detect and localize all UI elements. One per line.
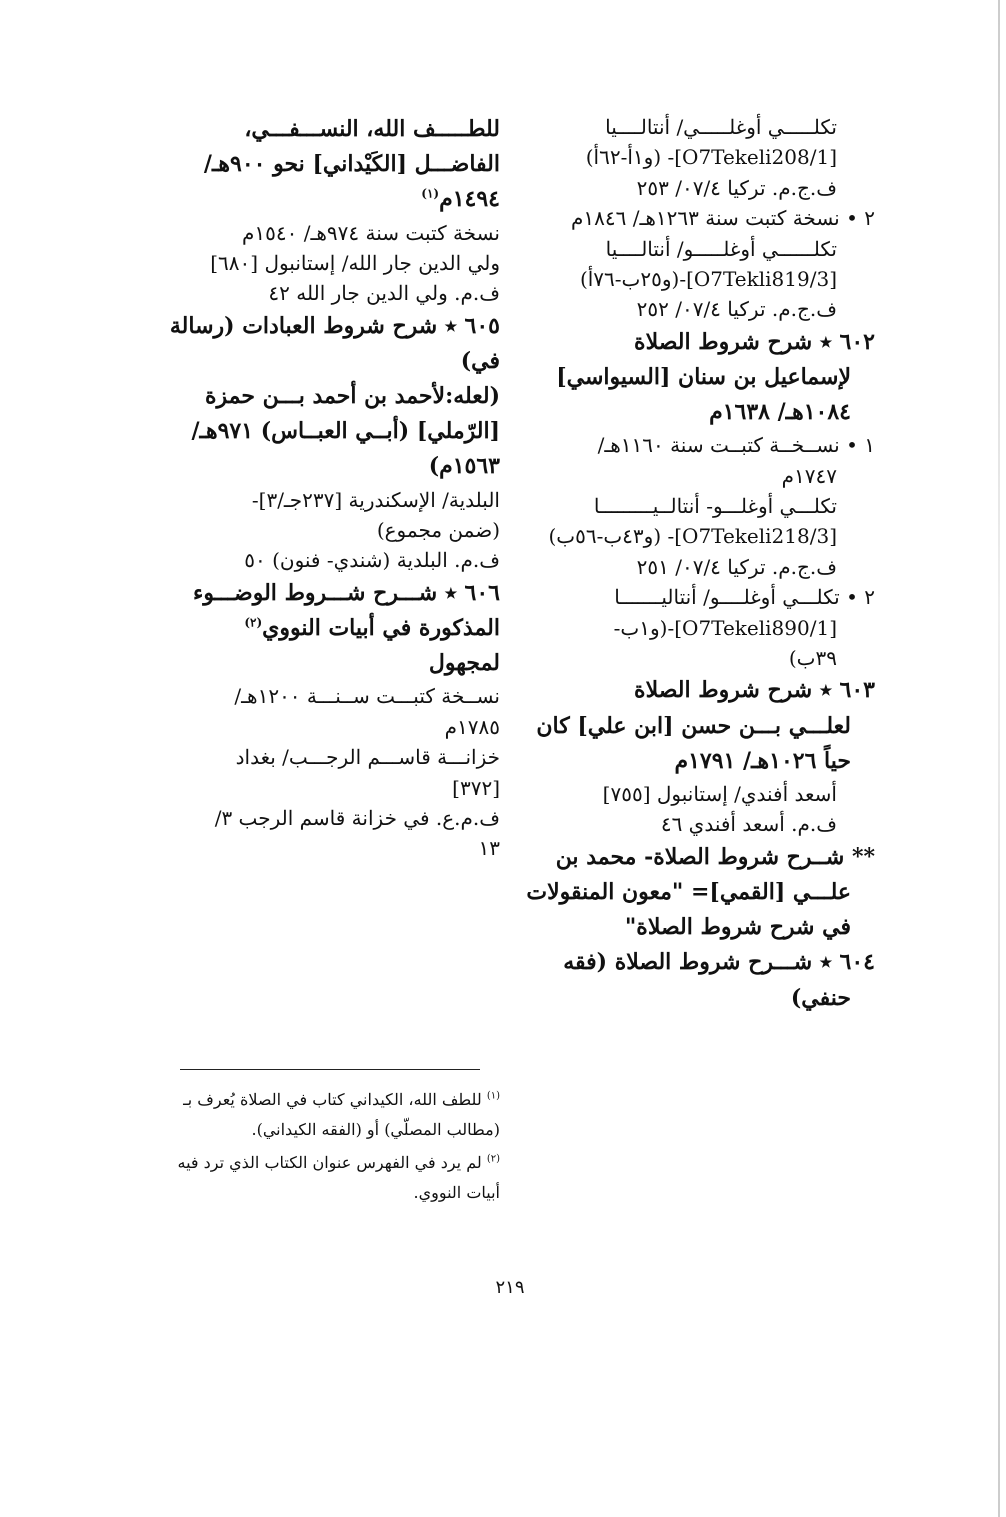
entry-author: للطـــــف الله، النســـفـــي، — [244, 116, 500, 142]
text-line: ولي الدين جار الله/ إستانبول [٦٨٠] — [210, 250, 500, 275]
text-line: ف.م. ولي الدين جار الله ٤٢ — [268, 281, 500, 306]
text-line: تكلـــــي أوغلـــــي/ أنتالــــيا — [605, 115, 837, 139]
text-line: نسخة كتبت سنة ٩٧٤هـ/ ١٥٤٠م — [242, 220, 500, 245]
text-line: نســخة كتبـــت ســنـــة ١٢٠٠هـ/ — [234, 684, 500, 709]
page-number: ٢١٩ — [495, 1277, 525, 1298]
entry-author: علـــي [القمي]= "معون المنقولات — [526, 878, 851, 905]
footnote-text: لم يرد في الفهرس عنوان الكتاب الذي ترد فيه أبيات النووي. — [177, 1152, 500, 1203]
entry-heading: ٦٠٤ ٭ شـــرح شروط الصلاة (فقه — [563, 949, 875, 976]
footnote-2 — [160, 1148, 500, 1209]
entry-date — [160, 182, 500, 217]
text-line: ١٧٤٧م — [781, 463, 837, 488]
entry-title: في شرح شروط الصلاة" — [624, 914, 851, 941]
text-line: ١٧٨٥م — [444, 714, 500, 739]
text-line: ف.ج.م. تركيا ٠٧/٤/ ٢٥٣ — [636, 175, 837, 200]
entry-heading: ٦٠٣ ٭ شرح شروط الصلاة — [634, 677, 875, 704]
footnote-1 — [160, 1085, 500, 1146]
text-line: [O7Tekeli208/1]- (و١أ-٦٢أ) — [585, 145, 837, 170]
text-line: ف.م. أسعد أفندي ٤٦ — [660, 812, 837, 837]
entry-title: في) — [460, 347, 500, 374]
text-line: تكلـــي أوغلـــو- أنتالــيـــــــــا — [593, 494, 837, 519]
left-column — [160, 112, 500, 864]
entry-date: ١٠٨٤هـ/ ١٦٣٨م — [709, 399, 851, 426]
entry-title: حنفي) — [790, 984, 851, 1011]
text-line: [O7Tekeli890/1]-(و١ب- — [613, 615, 837, 640]
entry-heading: ** شــرح شروط الصلاة- محمد بن — [555, 843, 875, 870]
text-line: ف.م. البلدية (شندي- فنون) ٥٠ — [244, 548, 500, 573]
entry-date-text: ١٤٩٤م — [439, 186, 500, 213]
entry-title — [160, 611, 500, 646]
footnote-mark: (٢) — [486, 1153, 500, 1165]
text-line: تكلــــــي أوغلـــــو/ أنتالــــيا — [605, 236, 837, 261]
text-line: (ضمن مجموع) — [376, 518, 500, 543]
footnote-text: للطف الله، الكيداني كتاب في الصلاة يُعرف بـ (مطالب المصلّي) أو (الفقه الكيداني). — [183, 1090, 500, 1140]
right-column — [525, 112, 875, 1016]
text-line: خزانـــة قاســـم الرجـــب/ بغداد — [235, 745, 500, 770]
entry-date: ١٥٦٣م) — [428, 453, 500, 480]
entry-author: لإسماعيل بن سنان [السيواسي] — [556, 363, 851, 390]
entry-date: حياً ١٠٢٦هـ/ ١٧٩١م — [674, 747, 851, 774]
text-line: ف.ج.م. تركيا ٠٧/٤/ ٢٥١ — [636, 554, 837, 579]
text-line: ف.ج.م. تركيا ٠٧/٤/ ٢٥٢ — [636, 297, 837, 322]
entry-author: لمجهول — [428, 650, 500, 677]
entry-author: لعلـــي بـــن حسن [ابن علي] كان — [536, 712, 851, 739]
footnote-ref: (٢) — [244, 615, 263, 630]
footnote-mark: (١) — [486, 1090, 500, 1102]
footnotes — [160, 1085, 500, 1211]
footnote-divider — [180, 1069, 480, 1070]
text-line: ١٣ — [478, 836, 500, 861]
entry-author: الفاضـــل [الكَيْداني] نحو ٩٠٠هـ/ — [203, 151, 500, 178]
text-line: البلدية/ الإسكندرية [٢٣٧جـ/٣]- — [251, 487, 500, 512]
page-edge — [998, 0, 1000, 1517]
entry-author: [الرّملي] (أبــي العبــاس) ٩٧١هـ/ — [191, 418, 500, 445]
entry-heading: ٦٠٥ ٭ شرح شروط العبادات (رسالة — [169, 312, 500, 339]
text-line: [٣٧٢] — [452, 775, 500, 800]
text-line: [O7Tekli819/3]-(و٢٥ب-٧٦أ) — [579, 266, 837, 291]
text-line: أسعد أفندي/ إستانبول [٧٥٥] — [602, 781, 837, 806]
entry-author: (لعله:لأحمد بن أحمد بـــن حمزة — [204, 383, 500, 410]
entry-heading: ٦٠٢ ٭ شرح شروط الصلاة — [634, 328, 875, 355]
footnote-ref: (١) — [421, 187, 440, 202]
text-line: ف.م.ع. في خزانة قاسم الرجب ٣/ — [214, 805, 500, 830]
text-line: ١ • نســخــة كتبــت سنة ١١٦٠هـ/ — [597, 433, 875, 458]
text-line: ٣٩ب) — [788, 646, 837, 671]
text-line: ٢ • نسخة كتبت سنة ١٢٦٣هـ/ ١٨٤٦م — [571, 206, 875, 231]
entry-title-text: المذكورة في أبيات النووي — [262, 615, 500, 642]
entry-heading: ٦٠٦ ٭ شـــرح شـــروط الوضـــوء — [193, 579, 500, 606]
text-line: [O7Tekeli218/3]- (و٤٣ب-٥٦ب) — [548, 524, 837, 549]
text-line: ٢ • تكلـــي أوغلــــو/ أنتاليـــــــا — [614, 585, 875, 610]
